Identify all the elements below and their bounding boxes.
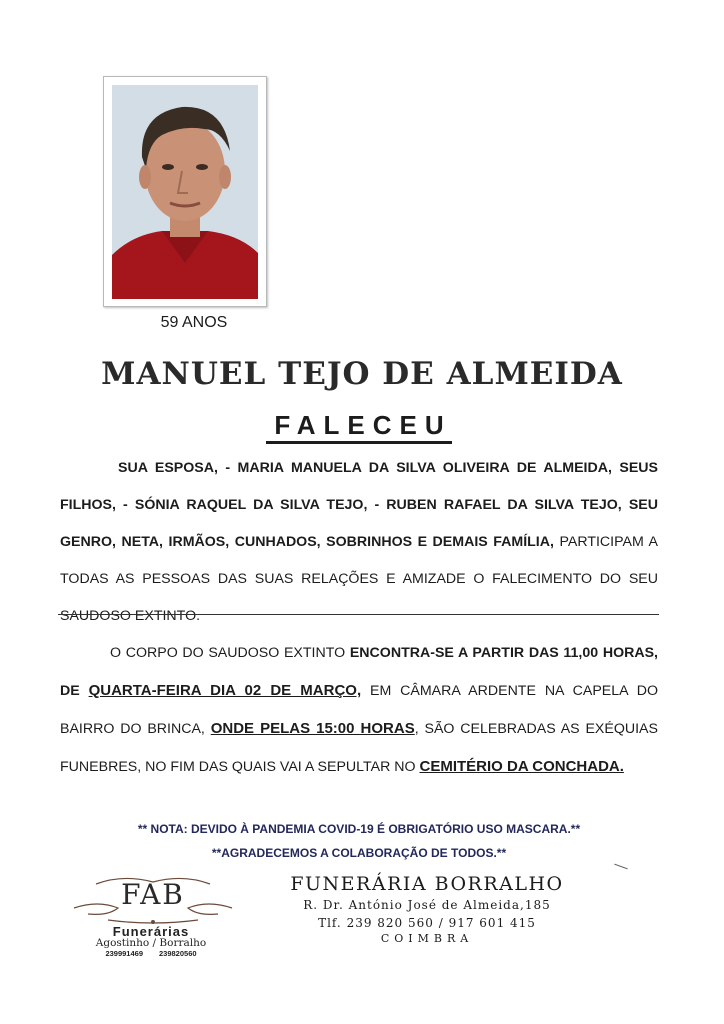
funeral-home-phones: Tlf. 239 820 560 / 917 601 415 [318, 916, 536, 930]
faleceu-text: FALECEU [266, 410, 451, 444]
details-location: EM CÂMARA ARDENTE NA CAPELA DO BAIRRO DO BRINCA, [60, 683, 658, 737]
funeral-details-paragraph [60, 635, 658, 786]
details-time: ENCONTRA-SE A PARTIR DAS 11,00 HORAS, DE [60, 645, 658, 699]
funeral-home-address: R. Dr. António José de Almeida,185 [303, 898, 551, 912]
funeral-home-city: COIMBRA [380, 932, 474, 945]
family-names: SUA ESPOSA, - MARIA MANUELA DA SILVA OLIVEIRA DE ALMEIDA, SEUS FILHOS, - SÓNIA RAQUEL DA SILVA TEJO, - RUBEN RAFAEL DA SILVA TEJO, SEU GENRO, NETA, IRMÃOS, CUNHADOS, SOBRINHOS E DEMAIS FAMÍLIA, [60, 460, 658, 550]
divider-line [58, 614, 659, 615]
faleceu-heading [0, 410, 718, 441]
thanks-note: **AGRADECEMOS A COLABORAÇÃO DE TODOS.** [211, 846, 507, 860]
portrait-illustration [112, 85, 258, 299]
logo-title: Funerárias [112, 924, 190, 939]
portrait-frame [103, 76, 267, 307]
details-intro: O CORPO DO SAUDOSO EXTINTO [110, 645, 350, 661]
age-label: 59 ANOS [160, 314, 228, 331]
details-ceremony: , SÃO CELEBRADAS AS EXÉQUIAS FUNEBRES, NO FIM DAS QUAIS VAI A SEPULTAR NO [60, 721, 658, 775]
details-date: QUARTA-FEIRA DIA 02 DE MARÇO, [88, 682, 362, 699]
logo-names: Agostinho / Borralho [95, 937, 207, 949]
portrait-photo [112, 85, 258, 299]
logo-phone-1: 239991469 [105, 949, 143, 958]
funeral-home-name: FUNERÁRIA BORRALHO [290, 873, 564, 895]
logo-mark: FAB [121, 878, 185, 911]
fab-logo [68, 874, 238, 958]
pen-mark [614, 864, 627, 870]
logo-phones [86, 949, 216, 958]
details-cemetery: CEMITÉRIO DA CONCHADA. [419, 758, 624, 775]
family-announcement: PARTICIPAM A TODAS AS PESSOAS DAS SUAS RELAÇÕES E AMIZADE O FALECIMENTO DO SEU SAUDOSO EXTINTO. [60, 534, 658, 624]
covid-note: ** NOTA: DEVIDO À PANDEMIA COVID-19 É OBRIGATÓRIO USO MASCARA.** [137, 822, 581, 836]
details-ceremony-time: ONDE PELAS 15:00 HORAS [210, 720, 415, 737]
family-paragraph [60, 450, 658, 635]
deceased-name: MANUEL TEJO DE ALMEIDA [101, 356, 623, 392]
logo-phone-2: 239820560 [159, 949, 197, 958]
